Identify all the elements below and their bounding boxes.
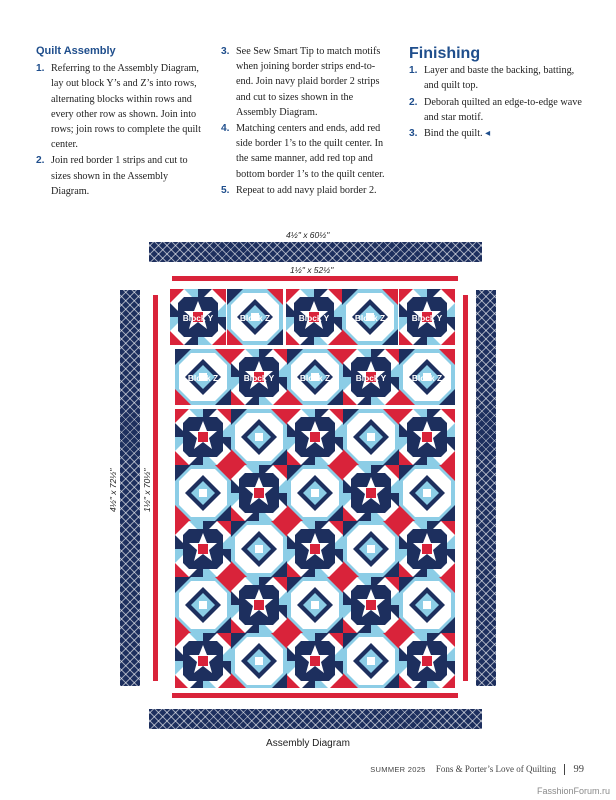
left-plaid-border bbox=[120, 290, 140, 686]
step-text: Matching centers and ends, add red side border 1’s to the quilt center. In the same manner, add red top and bottom border 1’s to the quilt center. bbox=[236, 123, 385, 180]
quilt-assembly-heading: Quilt Assembly bbox=[36, 45, 116, 57]
end-mark-icon: ◂ bbox=[485, 128, 491, 140]
right-red-border bbox=[463, 295, 468, 681]
step-number: 4. bbox=[221, 123, 230, 135]
step-text: Join red border 1 strips and cut to sizes shown in the Assembly Diagram. bbox=[51, 155, 188, 197]
finishing-step bbox=[409, 63, 584, 93]
footer-divider bbox=[564, 764, 565, 775]
page-number: 99 bbox=[573, 764, 584, 775]
step-text: Layer and baste the backing, batting, and quilt top. bbox=[424, 65, 575, 92]
page-footer bbox=[370, 764, 584, 775]
bottom-plaid-border bbox=[149, 709, 482, 729]
assembly-step bbox=[36, 153, 206, 199]
block-label: Block Y bbox=[298, 313, 330, 323]
left-outer-border-label: 4½" x 72½" bbox=[108, 468, 118, 512]
watermark: FasshionForum.ru bbox=[536, 786, 610, 796]
step-number: 2. bbox=[409, 96, 418, 108]
step-text: See Sew Smart Tip to match motifs when joining border strips end-to-end. Join navy plaid border 2 strips and cut to sizes shown in the Assembly Diagram. bbox=[236, 46, 381, 118]
finishing-column bbox=[409, 46, 584, 142]
top-outer-border-label: 4½" x 60½" bbox=[286, 230, 330, 240]
assembly-step bbox=[221, 183, 389, 198]
block-label: Block Y bbox=[355, 373, 387, 383]
row-1 bbox=[170, 289, 455, 345]
finishing-heading: Finishing bbox=[409, 45, 481, 62]
top-red-border bbox=[172, 276, 458, 281]
right-plaid-border bbox=[476, 290, 496, 686]
footer-magazine: Fons & Porter’s Love of Quilting bbox=[435, 764, 556, 774]
assembly-steps-list-b bbox=[221, 44, 389, 198]
top-plaid-border bbox=[149, 242, 482, 262]
bottom-red-border bbox=[172, 693, 458, 698]
step-text: Repeat to add navy plaid border 2. bbox=[236, 184, 377, 196]
step-text: Referring to the Assembly Diagram, lay out block Y’s and Z’s into rows, alternating blocks within rows and every other row as shown. Join into rows; join rows to complete the quilt center. bbox=[51, 63, 201, 151]
block-label: Block Z bbox=[354, 313, 386, 323]
quilt-assembly-column-2 bbox=[221, 44, 389, 199]
quilt-assembly-column-1 bbox=[36, 44, 206, 200]
finishing-step bbox=[409, 126, 584, 141]
finishing-step bbox=[409, 95, 584, 125]
assembly-step bbox=[221, 44, 389, 120]
block-label: Block Y bbox=[243, 373, 275, 383]
step-number: 1. bbox=[36, 63, 45, 75]
assembly-steps-list-a bbox=[36, 61, 206, 199]
step-number: 1. bbox=[409, 65, 418, 77]
diagram-caption: Assembly Diagram bbox=[266, 738, 350, 749]
block-label: Block Z bbox=[411, 373, 443, 383]
quilt-center bbox=[170, 289, 456, 688]
step-text: Bind the quilt. bbox=[424, 128, 483, 140]
step-number: 3. bbox=[409, 128, 418, 140]
top-inner-border-label: 1½" x 52½" bbox=[290, 265, 334, 275]
step-number: 2. bbox=[36, 155, 45, 167]
finishing-steps-list bbox=[409, 63, 584, 141]
row-2 bbox=[175, 349, 455, 405]
assembly-step bbox=[221, 121, 389, 182]
block-label: Block Y bbox=[411, 313, 443, 323]
left-red-border bbox=[153, 295, 158, 681]
block-label: Block Z bbox=[299, 373, 331, 383]
assembled-rows bbox=[175, 409, 455, 688]
block-label: Block Z bbox=[239, 313, 271, 323]
block-label: Block Z bbox=[187, 373, 219, 383]
step-number: 5. bbox=[221, 184, 230, 196]
step-number: 3. bbox=[221, 46, 230, 57]
assembly-step bbox=[36, 61, 206, 152]
footer-season: SUMMER 2025 bbox=[370, 765, 426, 774]
left-inner-border-label: 1½" x 70½" bbox=[142, 468, 152, 512]
block-label: Block Y bbox=[182, 313, 214, 323]
step-text: Deborah quilted an edge-to-edge wave and star motif. bbox=[424, 96, 582, 123]
